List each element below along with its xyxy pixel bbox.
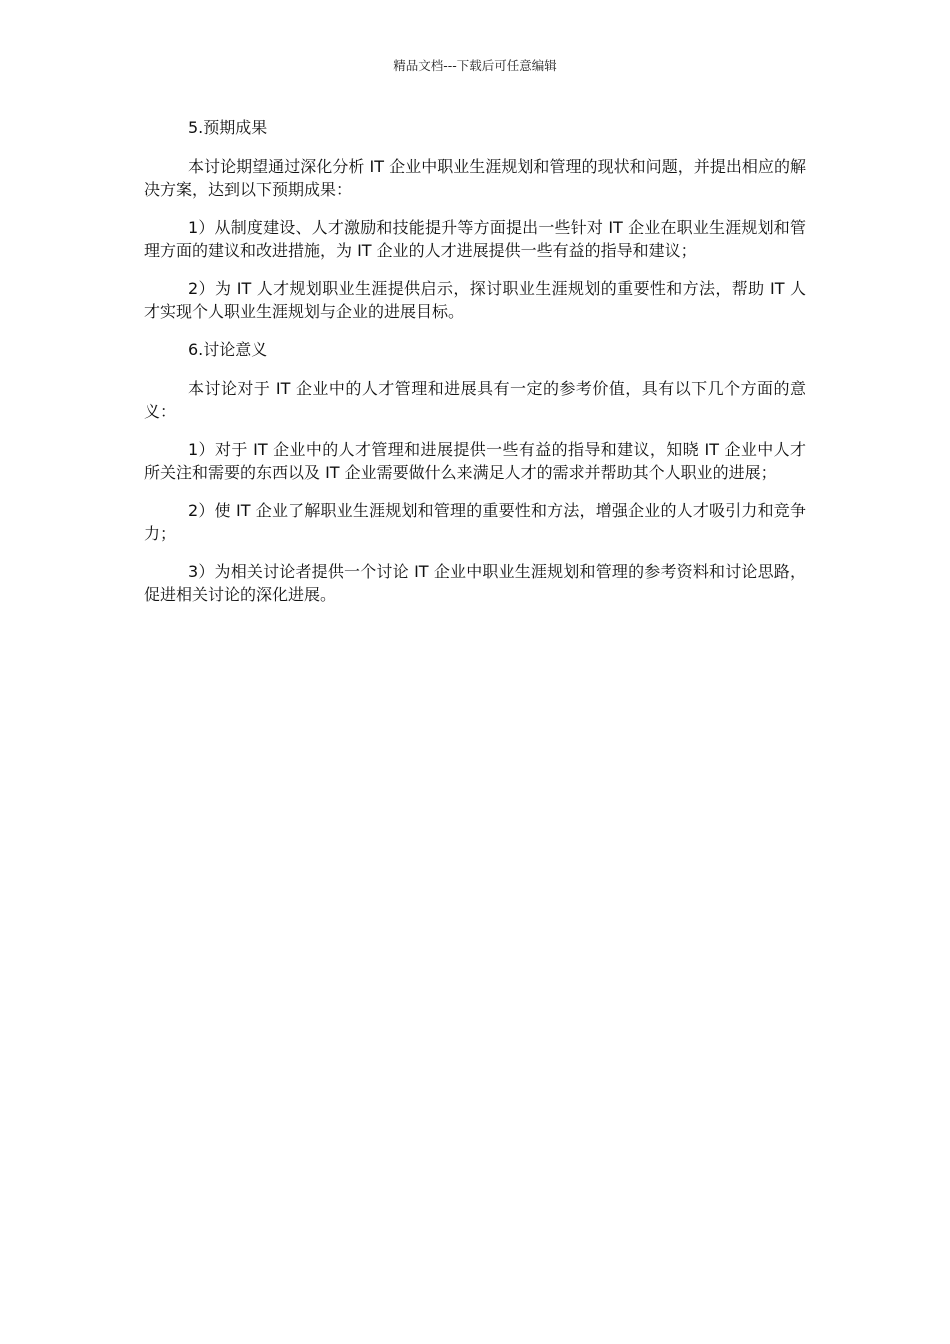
header-note: 精品文档---下载后可任意编辑: [393, 58, 557, 73]
paragraph: 1）从制度建设、人才激励和技能提升等方面提出一些针对 IT 企业在职业生涯规划和管理方面的建议和改进措施，为 IT 企业的人才进展提供一些有益的指导和建议；: [144, 218, 806, 260]
paragraph: 1）对于 IT 企业中的人才管理和进展提供一些有益的指导和建议，知晓 IT 企业中人才所关注和需要的东西以及 IT 企业需要做什么来满足人才的需求并帮助其个人职业的进展；: [144, 440, 806, 482]
section-heading-expected-results: 5.预期成果: [188, 118, 268, 137]
paragraph: 本讨论对于 IT 企业中的人才管理和进展具有一定的参考价值，具有以下几个方面的意义：: [144, 379, 806, 421]
paragraph: 2）为 IT 人才规划职业生涯提供启示，探讨职业生涯规划的重要性和方法，帮助 IT 人才实现个人职业生涯规划与企业的进展目标。: [144, 279, 806, 321]
document-body: [144, 116, 806, 621]
paragraph: 本讨论期望通过深化分析 IT 企业中职业生涯规划和管理的现状和问题，并提出相应的解决方案，达到以下预期成果：: [144, 157, 806, 199]
section-heading-research-significance: 6.讨论意义: [188, 340, 268, 359]
paragraph: 2）使 IT 企业了解职业生涯规划和管理的重要性和方法，增强企业的人才吸引力和竞争力；: [144, 501, 806, 543]
paragraph: 3）为相关讨论者提供一个讨论 IT 企业中职业生涯规划和管理的参考资料和讨论思路，促进相关讨论的深化进展。: [144, 562, 806, 604]
